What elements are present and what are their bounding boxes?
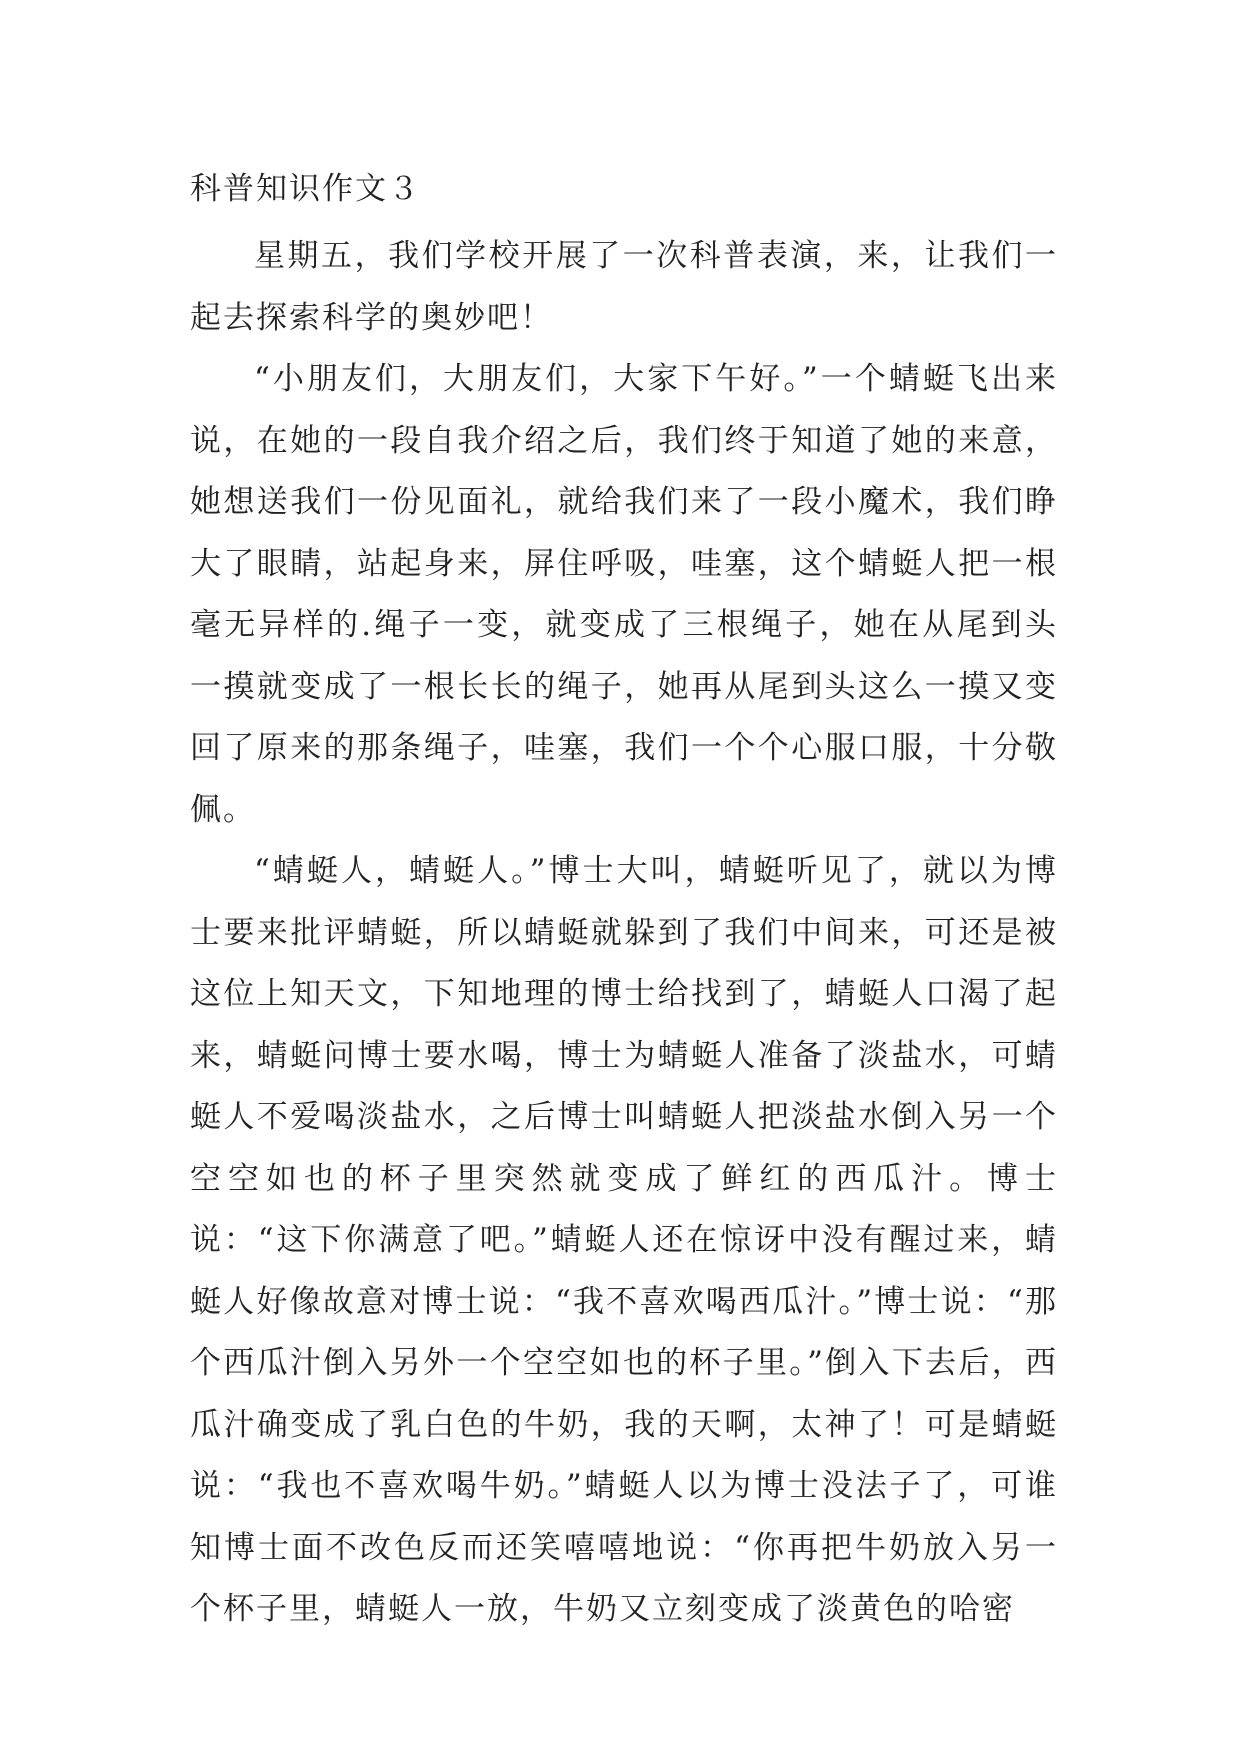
paragraph-intro: 星期五，我们学校开展了一次科普表演，来，让我们一起去探索科学的奥妙吧！ bbox=[190, 238, 1058, 336]
paragraph-dragonfly-magic: “小朋友们，大朋友们，大家下午好。”一个蜻蜓飞出来说，在她的一段自我介绍之后，我们终于知道了她的来意，她想送我们一份见面礼，就给我们来了一段小魔术，我们睁大了眼睛，站起身来，屏住呼吸，哇塞，这个蜻蜓人把一根毫无异样的.绳子一变，就变成了三根绳子，她在从尾到头一摸就变成了一根长长的绳子，她再从尾到头这么一摸又变回了原来的那条绳子，哇塞，我们一个个心服口服，十分敬佩。 bbox=[190, 361, 1058, 828]
paragraph-doctor-drinks: “蜻蜓人，蜻蜓人。”博士大叫，蜻蜓听见了，就以为博士要来批评蜻蜓，所以蜻蜓就躲到了我们中间来，可还是被这位上知天文，下知地理的博士给找到了，蜻蜓人口渴了起来，蜻蜓问博士要水喝，博士为蜻蜓人准备了淡盐水，可蜻蜓人不爱喝淡盐水，之后博士叫蜻蜓人把淡盐水倒入另一个空空如也的杯子里突然就变成了鲜红的西瓜汁。博士说：“这下你满意了吧。”蜻蜓人还在惊讶中没有醒过来，蜻蜓人好像故意对博士说：“我不喜欢喝西瓜汁。”博士说：“那个西瓜汁倒入另外一个空空如也的杯子里。”倒入下去后，西瓜汁确变成了乳白色的牛奶，我的天啊，太神了！可是蜻蜓说：“我也不喜欢喝牛奶。”蜻蜓人以为博士没法子了，可谁知博士面不改色反而还笑嘻嘻地说：“你再把牛奶放入另一个杯子里，蜻蜓人一放，牛奶又立刻变成了淡黄色的哈密 bbox=[190, 853, 1058, 1627]
document-body bbox=[190, 160, 1058, 1641]
document-title: 科普知识作文３ bbox=[190, 171, 421, 207]
